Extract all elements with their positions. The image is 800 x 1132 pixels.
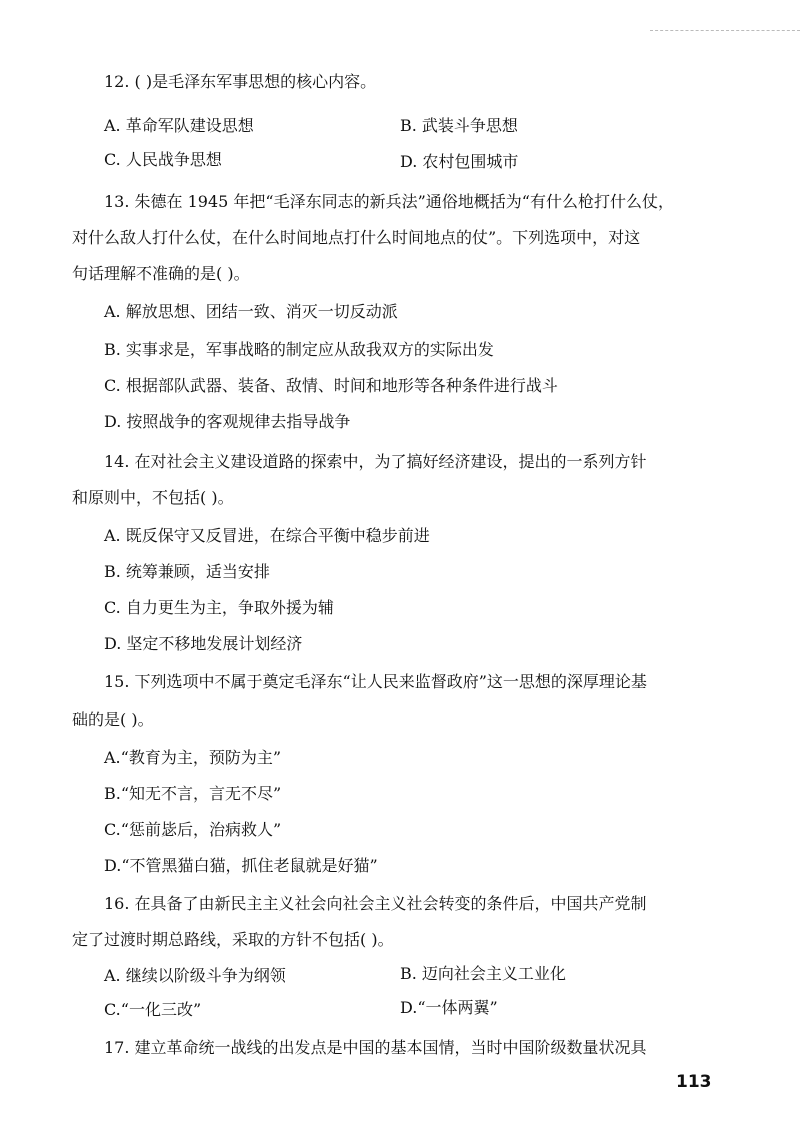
q14-option-a: A. 既反保守又反冒进，在综合平衡中稳步前进 bbox=[104, 526, 430, 545]
q13-option-d: D. 按照战争的客观规律去指导战争 bbox=[104, 412, 351, 431]
q17-stem-line1: 17. 建立革命统一战线的出发点是中国的基本国情，当时中国阶级数量状况具 bbox=[104, 1038, 647, 1057]
q13-option-b: B. 实事求是，军事战略的制定应从敌我双方的实际出发 bbox=[104, 340, 494, 359]
q15-option-b: B.“知无不言，言无不尽” bbox=[104, 784, 282, 803]
q16-option-a: A. 继续以阶级斗争为纲领 bbox=[104, 966, 286, 985]
q15-option-a: A.“教育为主，预防为主” bbox=[104, 748, 282, 767]
q12-option-a: A. 革命军队建设思想 bbox=[104, 116, 254, 135]
q14-stem-line2: 和原则中，不包括( )。 bbox=[72, 488, 234, 507]
q16-option-c: C.“一化三改” bbox=[104, 1000, 202, 1019]
q12-option-d: D. 农村包围城市 bbox=[400, 152, 519, 171]
q16-option-b: B. 迈向社会主义工业化 bbox=[400, 964, 566, 983]
q16-stem-line1: 16. 在具备了由新民主主义社会向社会主义社会转变的条件后，中国共产党制 bbox=[104, 894, 647, 913]
q12-stem: 12. ( )是毛泽东军事思想的核心内容。 bbox=[104, 72, 377, 91]
q13-option-c: C. 根据部队武器、装备、敌情、时间和地形等各种条件进行战斗 bbox=[104, 376, 558, 395]
q15-option-c: C.“惩前毖后，治病救人” bbox=[104, 820, 282, 839]
q13-option-a: A. 解放思想、团结一致、消灭一切反动派 bbox=[104, 302, 398, 321]
scan-edge-marks bbox=[650, 30, 800, 34]
q14-option-b: B. 统筹兼顾，适当安排 bbox=[104, 562, 270, 581]
q12-option-b: B. 武装斗争思想 bbox=[400, 116, 518, 135]
q16-stem-line2: 定了过渡时期总路线，采取的方针不包括( )。 bbox=[72, 930, 394, 949]
q14-option-c: C. 自力更生为主，争取外援为辅 bbox=[104, 598, 334, 617]
q13-stem-line2: 对什么敌人打什么仗，在什么时间地点打什么时间地点的仗”。下列选项中，对这 bbox=[72, 228, 641, 247]
page-number: 113 bbox=[676, 1072, 712, 1092]
q14-option-d: D. 坚定不移地发展计划经济 bbox=[104, 634, 303, 653]
q13-stem-line1: 13. 朱德在 1945 年把“毛泽东同志的新兵法”通俗地概括为“有什么枪打什么仗， bbox=[104, 192, 674, 211]
q14-stem-line1: 14. 在对社会主义建设道路的探索中，为了搞好经济建设，提出的一系列方针 bbox=[104, 452, 647, 471]
q15-stem-line1: 15. 下列选项中不属于奠定毛泽东“让人民来监督政府”这一思想的深厚理论基 bbox=[104, 672, 647, 691]
q16-option-d: D.“一体两翼” bbox=[400, 998, 498, 1017]
q15-option-d: D.“不管黑猫白猫，抓住老鼠就是好猫” bbox=[104, 856, 378, 875]
q15-stem-line2: 础的是( )。 bbox=[72, 710, 154, 729]
q12-option-c: C. 人民战争思想 bbox=[104, 150, 222, 169]
q13-stem-line3: 句话理解不准确的是( )。 bbox=[72, 264, 250, 283]
